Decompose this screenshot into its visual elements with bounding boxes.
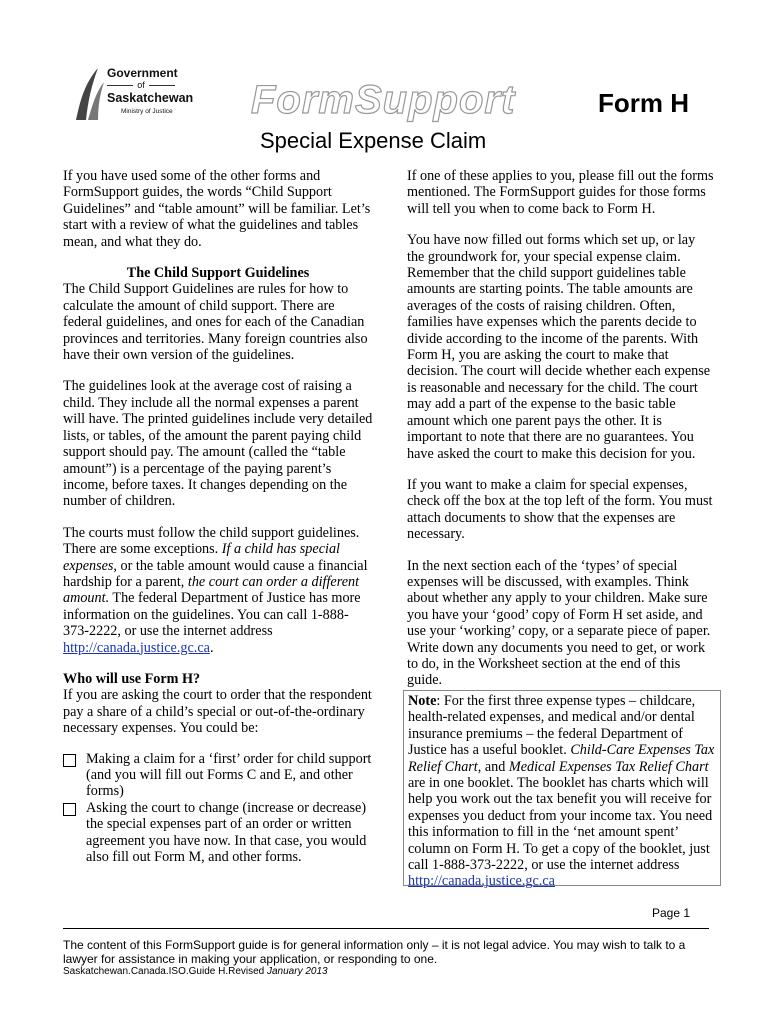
gov-of: of [107, 80, 175, 90]
page-title: Special Expense Claim [260, 128, 487, 153]
note-box [403, 690, 721, 890]
footer-disclaimer: The content of this FormSupport guide is for general information only – it is not legal advice. You may wish to talk to a lawyer for assistance in making your application, or responding to one. [63, 938, 686, 966]
note-text-a: : For the first three expense types – childcare, health-related expenses, and medical and/or dental insurance premiums – the federal Department of Justice has a useful booklet. [408, 693, 696, 759]
courts-text-b: If a child has special expenses [63, 541, 340, 574]
page-number: Page 1 [652, 906, 691, 920]
checkbox-item-first-order [63, 751, 373, 800]
formsupport-brand: FormSupport [251, 78, 516, 122]
left-column [63, 168, 373, 865]
who-heading: Who will use Form H? [63, 670, 201, 687]
courts-text-d: the court can order a different amount. [63, 573, 360, 607]
change-order-label: Asking the court to change (increase or decrease) the special expenses part of an order or written agreement you have now. In that case, you would also fill out Form M, and other forms. [86, 799, 367, 866]
note-label: Note [408, 693, 437, 709]
courts-text-e: The federal Department of Justice has more information on the guidelines. You can call 1-888-373-2222, or use the internet address [63, 590, 361, 640]
checkbox-item-change-order [63, 800, 373, 866]
who-paragraph: If you are asking the court to order that the respondent pay a share of a child’s special or out-of-the-ordinary necessary expenses. You could be: [63, 687, 372, 737]
footer-divider [63, 928, 709, 929]
note-justice-link[interactable]: http://canada.justice.gc.ca [408, 873, 555, 890]
right-column [407, 168, 715, 704]
gov-line1: Government [107, 66, 178, 80]
right-paragraph-2: You have now filled out forms which set up, or lay the groundwork for, your special expense claim. Remember that the child support guidelines table amounts are starting points. The table amounts are averages of the costs of raising children. Often, families have expenses which the parents decide to divide according to the income of the parents. With Form H, you are asking the court to make that decision. The court will decide whether each expense is reasonable and necessary for the child. The court may add a part of the expense to the basic table amount which one parent pays the other. It is important to note that there are no guarantees. You have asked the court to make this decision for you. [407, 232, 711, 462]
note-text-e: are in one booklet. The booklet has charts which will help you work out the tax benefit you will receive for expenses you deduct from your income tax. You need this information to fill in the ‘net amount spent’ column on Form H. To get a copy of the booklet, just call 1-888-373-2222, or use the internet address [408, 775, 713, 874]
courts-text-a: The courts must follow the child support guidelines. There are some exceptions. [63, 524, 360, 558]
change-order-checkbox[interactable] [63, 803, 76, 816]
note-text-b: Child-Care Expenses Tax Relief Chart [408, 742, 715, 775]
right-paragraph-3: If you want to make a claim for special expenses, check off the box at the top left of the form. You must attach documents to show that the expenses are necessary. [407, 476, 713, 543]
right-paragraph-1: If one of these applies to you, please fill out the forms mentioned. The FormSupport guides for those forms will tell you when to come back to Form H. [407, 168, 714, 217]
intro-paragraph: If you have used some of the other forms and FormSupport guides, the words “Child Support Guidelines” and “table amount” will be familiar. Let’s start with a review of what the guidelines and tables mean, and what they do. [63, 168, 371, 250]
csg-paragraph-2: The guidelines look at the average cost of raising a child. They include all the normal expenses a parent will have. The printed guidelines include very detailed lists, or tables, of the amount the parent paying child support should pay. The amount (called the “table amount”) is a percentage of the paying parent’s income, before taxes. It changes depending on the number of children. [63, 378, 373, 510]
form-label: Form H [598, 88, 689, 118]
note-text-c: , and [477, 758, 509, 775]
note-text-d: Medical Expenses Tax Relief Chart [508, 758, 709, 775]
csg-paragraph-1: The Child Support Guidelines are rules for how to calculate the amount of child support. There are federal guidelines, and ones for each of the Canadian provinces and territories. Many foreign countries also have their own version of the guidelines. [63, 281, 368, 364]
first-order-checkbox[interactable] [63, 754, 76, 767]
courts-text-f: . [209, 639, 214, 656]
first-order-label: Making a claim for a ‘first’ order for child support (and you will fill out Forms C and E, and other forms) [86, 750, 372, 800]
ministry-label: Ministry of Justice [121, 108, 173, 115]
csg-heading: The Child Support Guidelines [126, 265, 310, 282]
justice-link[interactable]: http://canada.justice.gc.ca [63, 639, 210, 656]
footer-reference [63, 966, 328, 977]
footer-ref-date: January 2013 [267, 966, 328, 977]
courts-paragraph [63, 525, 373, 656]
right-paragraph-4: In the next section each of the ‘types’ of special expenses will be discussed, with examples. Think about whether any apply to your children. Make sure you have your ‘good’ copy of Form H set aside, and use your ‘working’ copy, or a separate piece of paper. Write down any documents you need to get, or work to do, in the Worksheet section at the end of this guide. [407, 557, 711, 689]
footer-ref-text: Saskatchewan.Canada.ISO.Guide H.Revised [63, 966, 267, 977]
courts-text-c: , or the table amount would cause a financial hardship for a parent, [63, 557, 368, 590]
gov-line2: Saskatchewan [107, 91, 194, 105]
